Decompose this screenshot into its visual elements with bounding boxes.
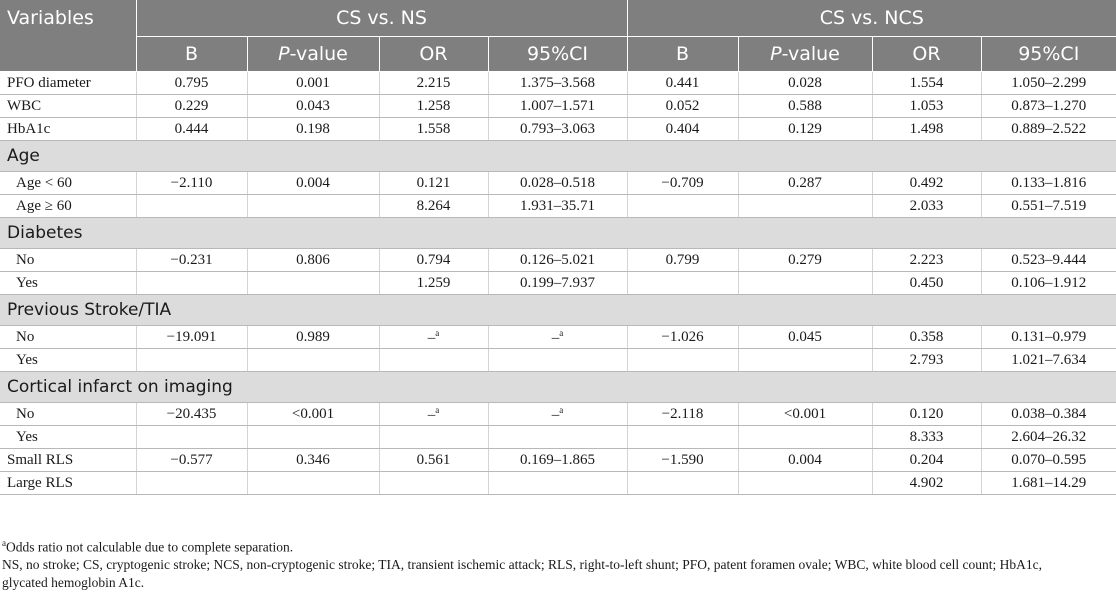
table-cell <box>738 272 872 295</box>
column-header-b-ncs <box>627 37 738 72</box>
column-header-ci-ns <box>488 37 627 72</box>
table-cell <box>627 426 738 449</box>
table-cell <box>247 349 379 372</box>
table-cell <box>627 195 738 218</box>
table-cell: 1.498 <box>872 118 981 141</box>
table-cell: 0.131–0.979 <box>981 326 1116 349</box>
column-header-text: P <box>278 43 290 65</box>
table-cell: 0.126–5.021 <box>488 249 627 272</box>
table-cell <box>488 426 627 449</box>
column-header-suffix: -value <box>289 43 348 65</box>
column-header-text: B <box>675 43 690 65</box>
footnote-a <box>2 535 1112 556</box>
column-header-text: 95%CI <box>526 43 589 65</box>
table-row <box>0 118 1116 141</box>
section-label: Age <box>0 141 1116 172</box>
table-cell: 0.001 <box>247 72 379 95</box>
section-row <box>0 372 1116 403</box>
table-cell <box>247 195 379 218</box>
table-cell: 2.215 <box>379 72 488 95</box>
table-cell: 1.007–1.571 <box>488 95 627 118</box>
table-cell: 0.052 <box>627 95 738 118</box>
table-cell: 0.588 <box>738 95 872 118</box>
table-row <box>0 472 1116 495</box>
table-cell: −0.709 <box>627 172 738 195</box>
table-cell: 0.204 <box>872 449 981 472</box>
table-cell: 8.264 <box>379 195 488 218</box>
table-cell <box>379 472 488 495</box>
table-cell: −0.577 <box>136 449 247 472</box>
table-cell: 0.198 <box>247 118 379 141</box>
table-row <box>0 326 1116 349</box>
table-cell: 0.070–0.595 <box>981 449 1116 472</box>
table-cell: −0.231 <box>136 249 247 272</box>
table-cell <box>136 472 247 495</box>
table-cell: 0.120 <box>872 403 981 426</box>
footnote-marker: a <box>435 404 440 415</box>
table-cell <box>488 472 627 495</box>
table-cell: 0.129 <box>738 118 872 141</box>
table-cell: 2.223 <box>872 249 981 272</box>
table-cell <box>627 272 738 295</box>
table-cell: −2.118 <box>627 403 738 426</box>
table-cell: 0.404 <box>627 118 738 141</box>
table-cell <box>379 426 488 449</box>
group-header-cs-vs-ns: CS vs. NS <box>136 0 627 37</box>
section-label: Cortical infarct on imaging <box>0 372 1116 403</box>
row-label: Age ≥ 60 <box>0 195 136 218</box>
abbreviations-line-2: glycated hemoglobin A1c. <box>2 574 145 590</box>
table-cell: 1.258 <box>379 95 488 118</box>
table-cell: 0.004 <box>247 172 379 195</box>
table-cell <box>738 426 872 449</box>
table-cell: 0.873–1.270 <box>981 95 1116 118</box>
abbreviations-line-1: NS, no stroke; CS, cryptogenic stroke; NCS, non-cryptogenic stroke; TIA, transient ischemic attack; RLS, right-to-left shunt; PFO, patent foramen ovale; WBC, white blood cell count; HbA1c, <box>2 557 1042 572</box>
column-header-suffix: -value <box>781 43 840 65</box>
row-label: HbA1c <box>0 118 136 141</box>
table-cell: 0.106–1.912 <box>981 272 1116 295</box>
table-cell: 0.229 <box>136 95 247 118</box>
table-cell <box>488 326 627 349</box>
table-row <box>0 95 1116 118</box>
table-cell <box>136 195 247 218</box>
cell-dash: – <box>427 406 436 423</box>
row-label: WBC <box>0 95 136 118</box>
table-row <box>0 72 1116 95</box>
table-cell: 2.033 <box>872 195 981 218</box>
table-cell: 0.799 <box>627 249 738 272</box>
table-cell: −19.091 <box>136 326 247 349</box>
cell-dash: – <box>427 329 436 346</box>
table-cell <box>738 472 872 495</box>
table-cell <box>488 403 627 426</box>
table-cell: 2.793 <box>872 349 981 372</box>
table-cell: 8.333 <box>872 426 981 449</box>
table-cell <box>738 195 872 218</box>
table-cell: 0.346 <box>247 449 379 472</box>
table-cell: 1.681–14.29 <box>981 472 1116 495</box>
table-cell: 4.902 <box>872 472 981 495</box>
footnote-a-mark: a <box>2 538 6 548</box>
table-cell: 0.793–3.063 <box>488 118 627 141</box>
table-cell: 0.551–7.519 <box>981 195 1116 218</box>
table-cell <box>247 426 379 449</box>
table-cell <box>136 349 247 372</box>
table-cell: 0.199–7.937 <box>488 272 627 295</box>
row-label: No <box>0 326 136 349</box>
table-cell: 0.492 <box>872 172 981 195</box>
table-cell: 0.450 <box>872 272 981 295</box>
column-header-ci-ncs <box>981 37 1116 72</box>
table-cell <box>738 349 872 372</box>
table-cell <box>247 272 379 295</box>
table-cell: 0.794 <box>379 249 488 272</box>
column-header-row <box>0 37 1116 72</box>
table-cell: 0.043 <box>247 95 379 118</box>
column-header-text: B <box>184 43 199 65</box>
table-cell: 1.259 <box>379 272 488 295</box>
table-cell: 0.806 <box>247 249 379 272</box>
table-row <box>0 449 1116 472</box>
table-cell: 1.053 <box>872 95 981 118</box>
column-header-text: 95%CI <box>1018 43 1080 65</box>
row-label: PFO diameter <box>0 72 136 95</box>
footnote-a-text: Odds ratio not calculable due to complete separation. <box>6 539 294 555</box>
footnote-marker: a <box>559 404 564 415</box>
table-cell: 0.169–1.865 <box>488 449 627 472</box>
table-cell: 0.028 <box>738 72 872 95</box>
table-cell <box>627 472 738 495</box>
row-label: No <box>0 403 136 426</box>
table-cell: 0.358 <box>872 326 981 349</box>
table-cell: 0.279 <box>738 249 872 272</box>
table-cell: 0.004 <box>738 449 872 472</box>
section-label: Diabetes <box>0 218 1116 249</box>
cell-dash: – <box>551 329 560 346</box>
row-label: Small RLS <box>0 449 136 472</box>
table-cell: 0.287 <box>738 172 872 195</box>
table-body <box>0 72 1116 495</box>
column-header-text: OR <box>912 43 941 65</box>
footnotes <box>2 535 1112 591</box>
column-header-text: OR <box>419 43 448 65</box>
footnote-marker: a <box>559 327 564 338</box>
section-row <box>0 141 1116 172</box>
section-row <box>0 295 1116 326</box>
table-cell: 0.441 <box>627 72 738 95</box>
column-header-text: P <box>770 43 782 65</box>
footnote-marker: a <box>435 327 440 338</box>
column-header-p-value-ncs <box>738 37 872 72</box>
table-cell: 1.931–35.71 <box>488 195 627 218</box>
table-cell: 0.121 <box>379 172 488 195</box>
table-cell <box>136 272 247 295</box>
table-cell <box>488 349 627 372</box>
table-cell <box>379 403 488 426</box>
table-cell: 1.558 <box>379 118 488 141</box>
column-header-p-value-ns <box>247 37 379 72</box>
row-label: Yes <box>0 426 136 449</box>
table-cell: 0.561 <box>379 449 488 472</box>
row-label: Large RLS <box>0 472 136 495</box>
column-header-b-ns <box>136 37 247 72</box>
row-label: No <box>0 249 136 272</box>
table-cell: −2.110 <box>136 172 247 195</box>
table-cell: 0.028–0.518 <box>488 172 627 195</box>
column-header-or-ns <box>379 37 488 72</box>
table-cell <box>379 326 488 349</box>
table-row <box>0 426 1116 449</box>
table-cell <box>627 349 738 372</box>
table-cell: 0.444 <box>136 118 247 141</box>
column-header-or-ncs <box>872 37 981 72</box>
table-cell: 1.375–3.568 <box>488 72 627 95</box>
table-cell: <0.001 <box>738 403 872 426</box>
table-cell: 0.045 <box>738 326 872 349</box>
table-cell: 0.795 <box>136 72 247 95</box>
row-label: Yes <box>0 349 136 372</box>
table-row <box>0 172 1116 195</box>
cell-dash: – <box>551 406 560 423</box>
table-cell <box>379 349 488 372</box>
row-label: Age < 60 <box>0 172 136 195</box>
table-row <box>0 403 1116 426</box>
table-row <box>0 272 1116 295</box>
section-row <box>0 218 1116 249</box>
table-cell: 1.050–2.299 <box>981 72 1116 95</box>
table-cell: 0.989 <box>247 326 379 349</box>
variables-header: Variables <box>0 0 136 72</box>
section-label: Previous Stroke/TIA <box>0 295 1116 326</box>
table-cell: 0.133–1.816 <box>981 172 1116 195</box>
table-cell <box>136 426 247 449</box>
table-cell: −1.026 <box>627 326 738 349</box>
table-row <box>0 349 1116 372</box>
table-header <box>0 0 1116 72</box>
table-cell: 2.604–26.32 <box>981 426 1116 449</box>
row-label: Yes <box>0 272 136 295</box>
table-cell: 0.038–0.384 <box>981 403 1116 426</box>
table-cell: 1.021–7.634 <box>981 349 1116 372</box>
table-cell: 1.554 <box>872 72 981 95</box>
table-cell <box>247 472 379 495</box>
table-cell: −1.590 <box>627 449 738 472</box>
table-cell: −20.435 <box>136 403 247 426</box>
group-header-cs-vs-ncs: CS vs. NCS <box>627 0 1116 37</box>
table-cell: 0.889–2.522 <box>981 118 1116 141</box>
table-row <box>0 249 1116 272</box>
table-cell: <0.001 <box>247 403 379 426</box>
table-cell: 0.523–9.444 <box>981 249 1116 272</box>
table-row <box>0 195 1116 218</box>
